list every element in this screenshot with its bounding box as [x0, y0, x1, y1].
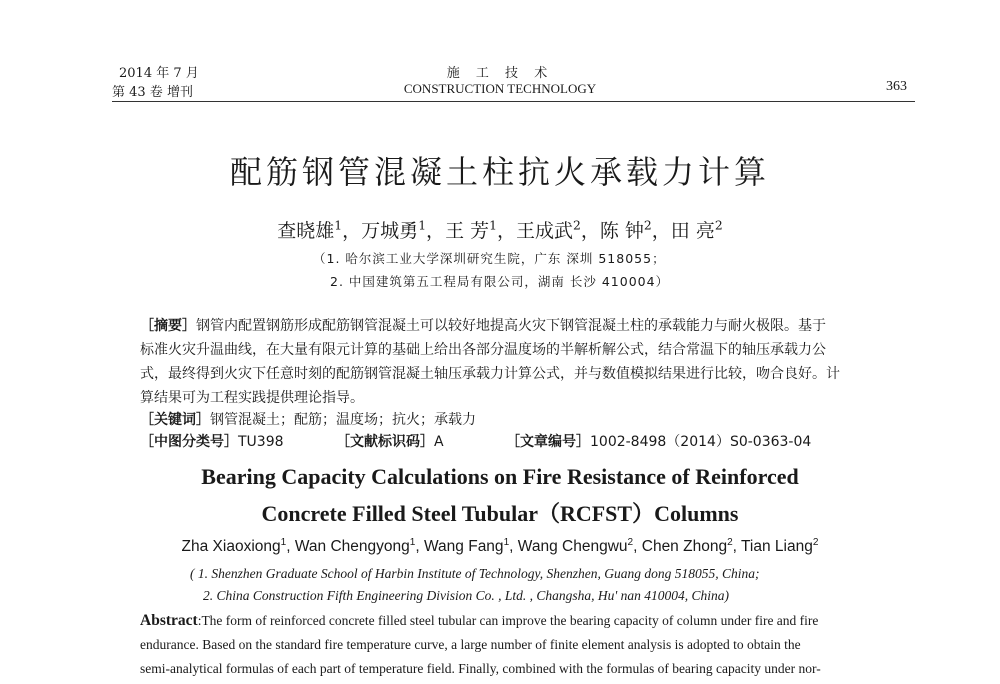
abstract-en-label: Abstract	[140, 612, 198, 629]
abstract-en-line: endurance. Based on the standard fire temperature curve, a large number of finite element analysis is adopted to obtain the	[140, 637, 801, 652]
page-number: 363	[886, 79, 907, 94]
abstract-cn-line: ［摘要］钢管内配置钢筋形成配筋钢管混凝土可以较好地提高火灾下钢管混凝土柱的承载能力与耐火极限。基于	[140, 318, 826, 334]
affiliation-cn-2: 2. 中国建筑第五工程局有限公司，湖南 长沙 410004）	[330, 274, 670, 289]
author-en: Wang Chengwu$^2$,	[517, 537, 642, 556]
journal-name-en: CONSTRUCTION TECHNOLOGY	[403, 81, 597, 96]
clc-code: ［中图分类号］TU398	[140, 434, 284, 450]
abstract-en-line: semi-analytical formulas of each part of temperature field. Finally, combined with the formulas of bearing capacity under nor-	[140, 661, 821, 676]
abstract-cn-line: 标准火灾升温曲线，在大量有限元计算的基础上给出各部分温度场的半解析解公式，结合常温下的轴压承载力公	[140, 342, 826, 358]
abstract-cn-line: 式，最终得到火灾下任意时刻的配筋钢管混凝土轴压承载力计算公式，并与数值模拟结果进行比较，吻合良好。计	[140, 366, 840, 382]
author-en: Zha Xiaoxiong$^1$,	[181, 537, 295, 556]
author-cn: 王 芳$^1$，	[445, 218, 516, 242]
abstract-en-line: Abstract:The form of reinforced concrete filled steel tubular can improve the bearing capacity of column under fire and fire	[140, 612, 819, 629]
author-cn: 陈 钟$^2$，	[599, 218, 671, 242]
journal-name-cn: 施 工 技 术	[446, 66, 554, 81]
affiliation-en-1: ( 1. Shenzhen Graduate School of Harbin Institute of Technology, Shenzhen, Guang dong 518055, China;	[190, 566, 760, 581]
header-rule	[112, 101, 915, 102]
abstract-cn-line: 算结果可为工程实践提供理论指导。	[140, 390, 364, 406]
authors-en	[0, 537, 1000, 556]
author-cn: 查晓雄$^1$，	[277, 218, 362, 242]
title-en-line2: Concrete Filled Steel Tubular（RCFST）Columns	[261, 501, 739, 526]
author-en: Wan Chengyong$^1$,	[294, 537, 424, 556]
issue-date: 2014 年 7 月	[119, 66, 199, 81]
author-en: Wang Fang$^1$,	[424, 537, 518, 556]
abstract-cn-label: ［摘要］	[140, 318, 196, 334]
keywords-label: ［关键词］	[140, 412, 210, 428]
keywords-cn: ［关键词］钢管混凝土；配筋；温度场；抗火；承载力	[140, 412, 476, 428]
article-number: ［文章编号］1002-8498（2014）S0-0363-04	[506, 434, 812, 450]
doc-code: ［文献标识码］A	[336, 434, 444, 450]
title-cn: 配筋钢管混凝土柱抗火承载力计算	[229, 153, 770, 191]
authors-cn	[0, 216, 1000, 243]
affiliation-en-2: 2. China Construction Fifth Engineering Division Co. , Ltd. , Changsha, Hu' nan 410004, China)	[203, 588, 730, 603]
author-en: Tian Liang$^2$	[741, 537, 819, 556]
affiliation-cn-1: （1. 哈尔滨工业大学深圳研究生院，广东 深圳 518055；	[313, 251, 666, 266]
author-en: Chen Zhong$^2$,	[641, 537, 742, 556]
title-en-line1: Bearing Capacity Calculations on Fire Resistance of Reinforced	[201, 464, 799, 489]
volume-info: 第 43 卷 增刊	[112, 85, 193, 100]
author-cn: 万城勇$^1$，	[361, 218, 446, 242]
author-cn: 田 亮$^2$	[670, 218, 723, 242]
author-cn: 王成武$^2$，	[515, 218, 600, 242]
